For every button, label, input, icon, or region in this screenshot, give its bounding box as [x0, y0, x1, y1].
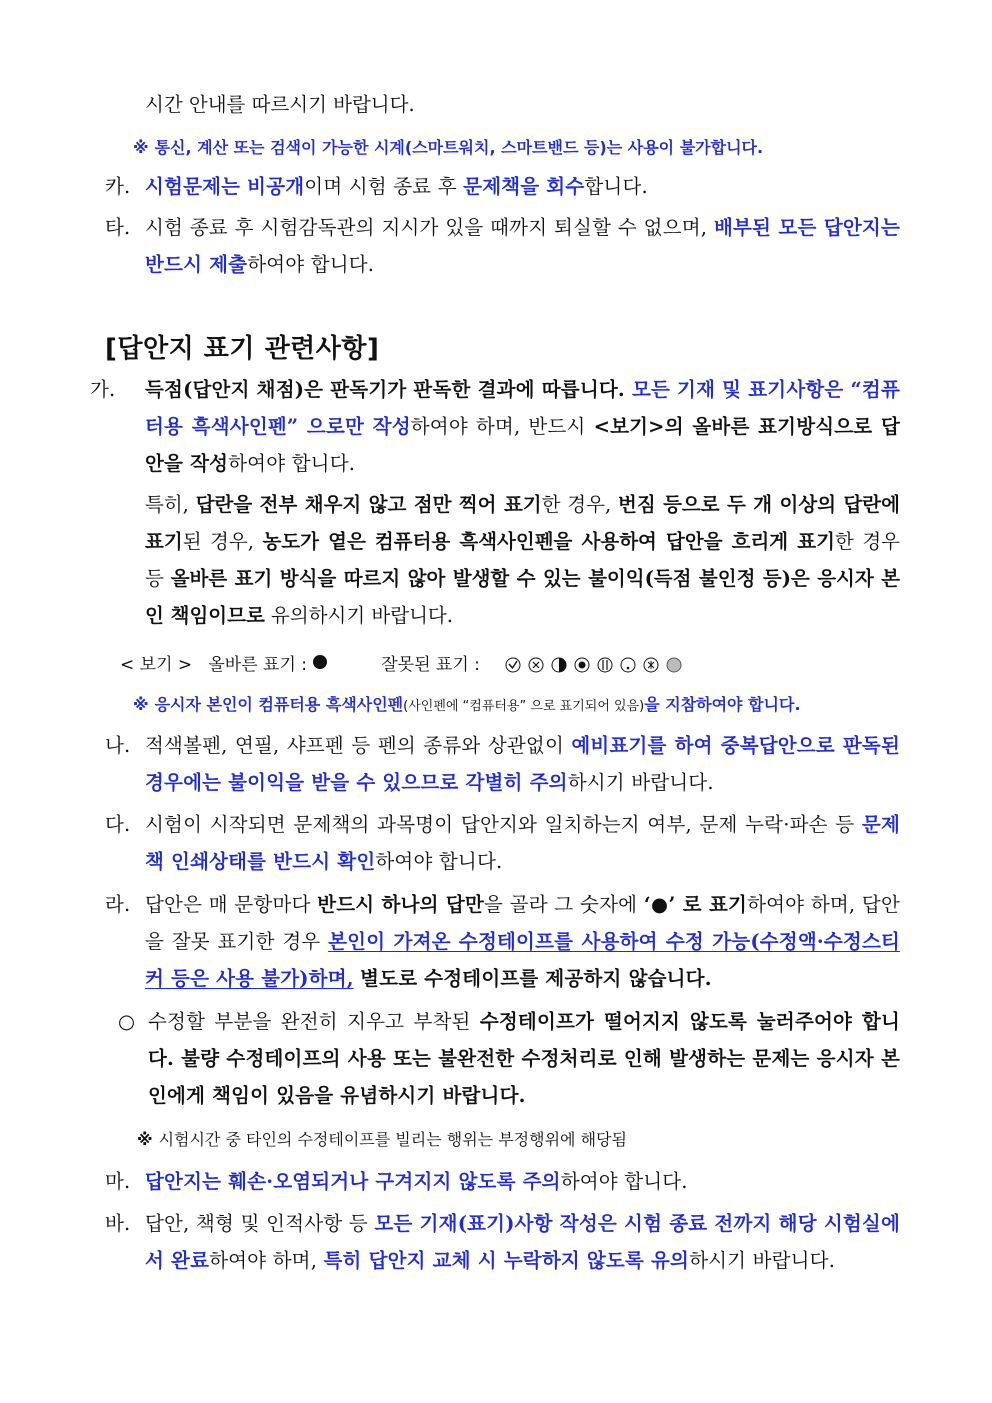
- marking-example: [120, 652, 682, 678]
- note-smartwatch: ※ 통신, 계산 또는 검색이 가능한 시계(스마트워치, 스마트밴드 등)는 사용이 불가합니다.: [133, 138, 764, 157]
- item-label: 다.: [105, 813, 131, 836]
- reference-mark: ※: [137, 1130, 153, 1149]
- item-label: 마.: [105, 1170, 131, 1193]
- item-ra: 라. 답안은 매 문항마다 반드시 하나의 답만을 골라 그 숫자에 ‘●’ 로 표기하여야 하며, 답안을 잘못 표기한 경우 본인이 가져온 수정테이프를 사용하여 수정 가능(수정액·수정스티커 등은 사용 불가)하며, 별도로 수정테이프를 제공하지 않습니다.: [105, 886, 900, 997]
- dot-mark-icon: [574, 657, 590, 673]
- item-label: 라.: [105, 893, 131, 916]
- item-ma: 마. 답안지는 훼손·오염되거나 구겨지지 않도록 주의하여야 합니다.: [105, 1163, 900, 1200]
- item-na: 나. 적색볼펜, 연필, 샤프펜 등 펜의 종류와 상관없이 예비표기를 하여 중복답안으로 판독된 경우에는 불이익을 받을 수 있으므로 각별히 주의하시기 바랍니다.: [105, 727, 900, 801]
- half-filled-mark-icon: [551, 657, 567, 673]
- item-label: 바.: [105, 1212, 131, 1235]
- item-ba: 바. 답안, 책형 및 인적사항 등 모든 기재(표기)사항 작성은 시험 종료 전까지 해당 시험실에서 완료하여야 하며, 특히 답안지 교체 시 누락하지 않도록 유의하시기 바랍니다.: [105, 1205, 900, 1279]
- item-ga: 가. 득점(답안지 채점)은 판독기가 판독한 결과에 따릅니다. 모든 기재 및 표기사항은 “컴퓨터용 흑색사인펜” 으로만 작성하여야 하며, 반드시 <보기>의 올바른 표기방식으로 답안을 작성하여야 합니다.: [105, 371, 900, 482]
- example-label: < 보기 >: [120, 655, 193, 675]
- top-line: 시간 안내를 따르시기 바랍니다.: [145, 93, 415, 116]
- x-mark-icon: [528, 657, 544, 673]
- item-circle: ○ 수정할 부분을 완전히 지우고 부착된 수정테이프가 떨어지지 않도록 눌러주어야 합니다. 불량 수정테이프의 사용 또는 불완전한 수정처리로 인해 발생하는 문제는 응시자 본인에게 책임이 있음을 유념하시기 바랍니다.: [118, 1003, 900, 1114]
- check-mark-icon: [505, 657, 521, 673]
- correct-mark-icon: [312, 652, 328, 678]
- section-heading: [답안지 표기 관련사항]: [105, 334, 380, 364]
- dotted-mark-icon: [620, 657, 636, 673]
- item-label: 나.: [105, 734, 131, 757]
- wrong-marks: [505, 657, 682, 673]
- item-da: 다. 시험이 시작되면 문제책의 과목명이 답안지와 일치하는지 여부, 문제 누락·파손 등 문제책 인쇄상태를 반드시 확인하여야 합니다.: [105, 806, 900, 880]
- item-label: 카.: [105, 175, 131, 198]
- item-label: 가.: [90, 378, 116, 401]
- wrong-label: 잘못된 표기 :: [381, 655, 480, 675]
- vertical-lines-mark-icon: [597, 657, 613, 673]
- item-ga-detail: 특히, 답란을 전부 채우지 않고 점만 찍어 표기한 경우, 번짐 등으로 두 개 이상의 답란에 표기된 경우, 농도가 옅은 컴퓨터용 흑색사인펜을 사용하여 답안을 흐리게 표기한 경우 등 올바른 표기 방식을 따르지 않아 발생할 수 있는 불이익(득점 불인정 등)은 응시자 본인 책임이므로 유의하시기 바랍니다.: [145, 493, 900, 627]
- star-mark-icon: [643, 657, 659, 673]
- reference-mark: ※: [133, 695, 149, 714]
- circle-bullet: ○: [118, 1010, 136, 1033]
- reference-mark: ※: [133, 138, 149, 157]
- note-sign-pen: ※ 응시자 본인이 컴퓨터용 흑색사인펜(사인펜에 “컴퓨터용” 으로 표기되어 있음)을 지참하여야 합니다.: [133, 695, 801, 714]
- gray-filled-mark-icon: [666, 657, 682, 673]
- item-label: 타.: [105, 216, 131, 239]
- correct-label: 올바른 표기 :: [208, 655, 308, 675]
- item-ka: 카. 시험문제는 비공개이며 시험 종료 후 문제책을 회수합니다.: [105, 168, 900, 205]
- item-ta: 타. 시험 종료 후 시험감독관의 지시가 있을 때까지 퇴실할 수 없으며, 배부된 모든 답안지는 반드시 제출하여야 합니다.: [105, 209, 900, 283]
- note-tape: ※ 시험시간 중 타인의 수정테이프를 빌리는 행위는 부정행위에 해당됨: [137, 1130, 627, 1149]
